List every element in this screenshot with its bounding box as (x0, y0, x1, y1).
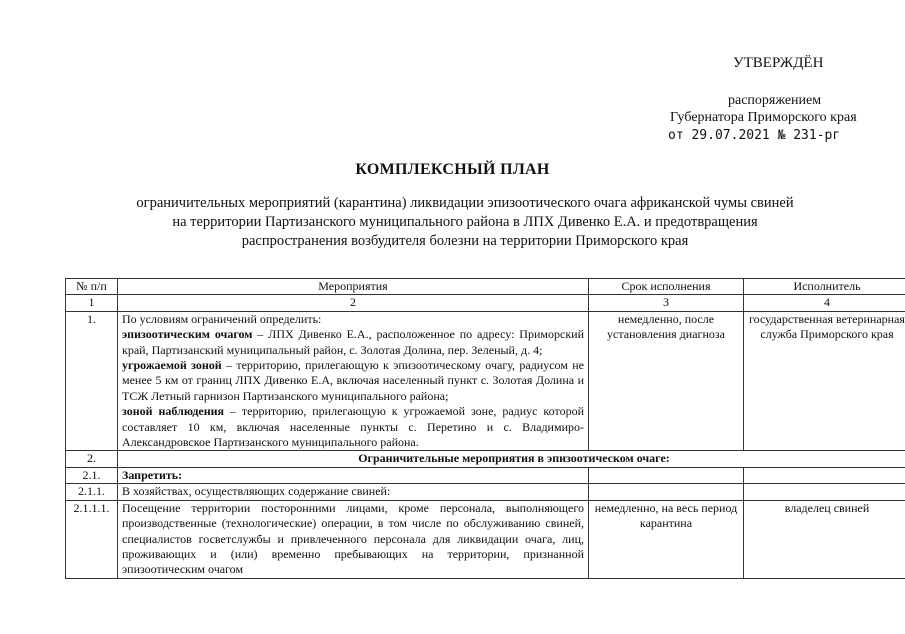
row-executor: государственная ветеринарная служба Приморского края (744, 311, 905, 451)
document-subtitle (80, 194, 850, 251)
row-number: 2.1.1.1. (66, 500, 118, 578)
approval-order-number: от 29.07.2021 № 231-рг (668, 128, 841, 143)
term-bold: угрожаемой зоной (122, 358, 222, 373)
row-deadline (589, 467, 744, 483)
column-number-row (66, 295, 905, 311)
document-title: КОМПЛЕКСНЫЙ ПЛАН (355, 161, 550, 178)
term-bold: эпизоотическим очагом (122, 327, 253, 342)
row-deadline: немедленно, на весь период карантина (589, 500, 744, 578)
row-measure: В хозяйствах, осуществляющих содержание свиней: (118, 484, 589, 500)
header-executor: Исполнитель (744, 279, 905, 295)
row-executor (744, 467, 905, 483)
table-row (66, 500, 905, 578)
col-num-3: 3 (589, 295, 744, 311)
row-executor (744, 484, 905, 500)
row-number: 2.1.1. (66, 484, 118, 500)
row-deadline (589, 484, 744, 500)
measure-paragraph (122, 404, 584, 450)
header-measures: Мероприятия (118, 279, 589, 295)
table-row (66, 311, 905, 451)
section-title: Ограничительные мероприятия в эпизоотическом очаге: (118, 451, 905, 467)
row-measure: Запретить: (118, 467, 589, 483)
table-row (66, 484, 905, 500)
table-row (66, 451, 905, 467)
approval-line-1: распоряжением (728, 93, 822, 108)
row-number: 2. (66, 451, 118, 467)
row-number: 2.1. (66, 467, 118, 483)
measure-intro: По условиям ограничений определить: (122, 311, 322, 326)
col-num-2: 2 (118, 295, 589, 311)
measure-paragraph (122, 327, 584, 358)
subtitle-line-3: распространения возбудителя болезни на территории Приморского края (241, 233, 689, 249)
col-num-4: 4 (744, 295, 905, 311)
table-row (66, 467, 905, 483)
term-definition: – территорию, прилегающую к угрожаемой зоне, радиус которой составляет 10 км, включая населенные пункты с. Перетино и с. Владимиро-Александровское Партизанского муниципального района. (122, 404, 584, 450)
row-measure: Посещение территории посторонними лицами, кроме персонала, выполняющего производственные (технологические) операции, в том числе по обслуживанию свиней, специалистов госветслужбы и привлеченного персонала для ликвидации очага, лиц, проживающих и (или) временно пребывающих на территории, признанной эпизоотическим очагом (118, 500, 589, 578)
term-definition: – ЛПХ Дивенко Е.А., расположенное по адресу: Приморский край, Партизанский муниципальный район, с. Золотая Долина, пер. Зеленый, д. 4; (122, 327, 584, 357)
measure-paragraph (122, 358, 584, 404)
table-header-row (66, 279, 905, 295)
row-executor: владелец свиней (744, 500, 905, 578)
subtitle-line-2: на территории Партизанского муниципального района в ЛПХ Дивенко Е.А. и предотвращения (172, 214, 758, 230)
plan-table (65, 278, 905, 579)
header-deadline: Срок исполнения (589, 279, 744, 295)
approval-stamp: УТВЕРЖДЁН (733, 55, 824, 71)
row-deadline: немедленно, после установления диагноза (589, 311, 744, 451)
term-definition: – территорию, прилегающую к эпизоотическому очагу, радиусом не менее 5 км от границ ЛПХ Дивенко Е.А, включая населенный пункт с. Золотая Долина и ТСЖ Летный гарнизон Партизанского муниципального района; (122, 358, 584, 403)
subtitle-line-1: ограничительных мероприятий (карантина) ликвидации эпизоотического очага африканской чумы свиней (136, 195, 794, 211)
header-number: № п/п (66, 279, 118, 295)
col-num-1: 1 (66, 295, 118, 311)
row-measure (118, 311, 589, 451)
row-number: 1. (66, 311, 118, 451)
term-bold: зоной наблюдения (122, 404, 225, 419)
approval-line-2: Губернатора Приморского края (670, 110, 857, 125)
